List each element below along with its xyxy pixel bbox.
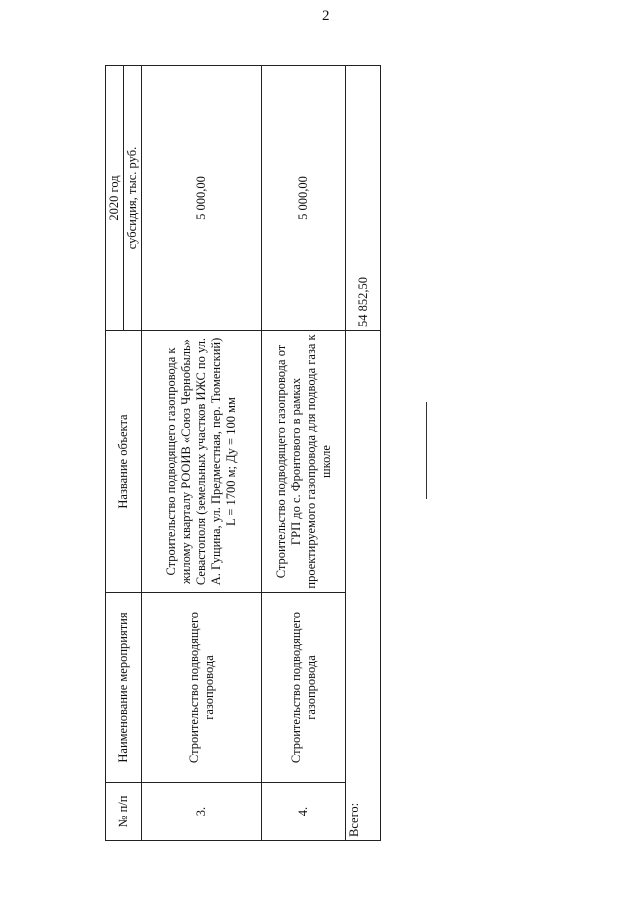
row-event: Строительство подводящего газопровода [262, 593, 346, 783]
total-row [346, 66, 381, 841]
row-object: Строительство подводящего газопровода от ГРП до с. Фронтового в рамках проектируемого газопровода для подвода газа к школе [262, 331, 346, 593]
header-row [106, 66, 124, 841]
row-amount: 5 000,00 [142, 66, 262, 331]
divider-line [426, 402, 427, 499]
header-num: № п/п [106, 783, 142, 841]
total-label: Всего: [346, 331, 381, 841]
row-object: Строительство подводящего газопровода к жилому кварталу РООИВ «Союз Чернобыль» Севастополя (земельных участков ИЖС по ул. А. Гущина, ул. Предместная, пер. Тюменский) L = 1700 м; Ду = 100 мм [142, 331, 262, 593]
header-event-name: Наименование мероприятия [106, 593, 142, 783]
page-number: 2 [322, 8, 330, 24]
header-subsidy: субсидия, тыс. руб. [124, 66, 142, 331]
table-row [262, 66, 346, 841]
row-num: 3. [142, 783, 262, 841]
subsidy-table [105, 65, 381, 841]
total-amount: 54 852,50 [346, 66, 381, 331]
table-row [142, 66, 262, 841]
row-num: 4. [262, 783, 346, 841]
header-object-name: Название объекта [106, 331, 142, 593]
row-event: Строительство подводящего газопровода [142, 593, 262, 783]
rotated-table-container [105, 66, 376, 841]
row-amount: 5 000,00 [262, 66, 346, 331]
header-year: 2020 год [106, 66, 124, 331]
